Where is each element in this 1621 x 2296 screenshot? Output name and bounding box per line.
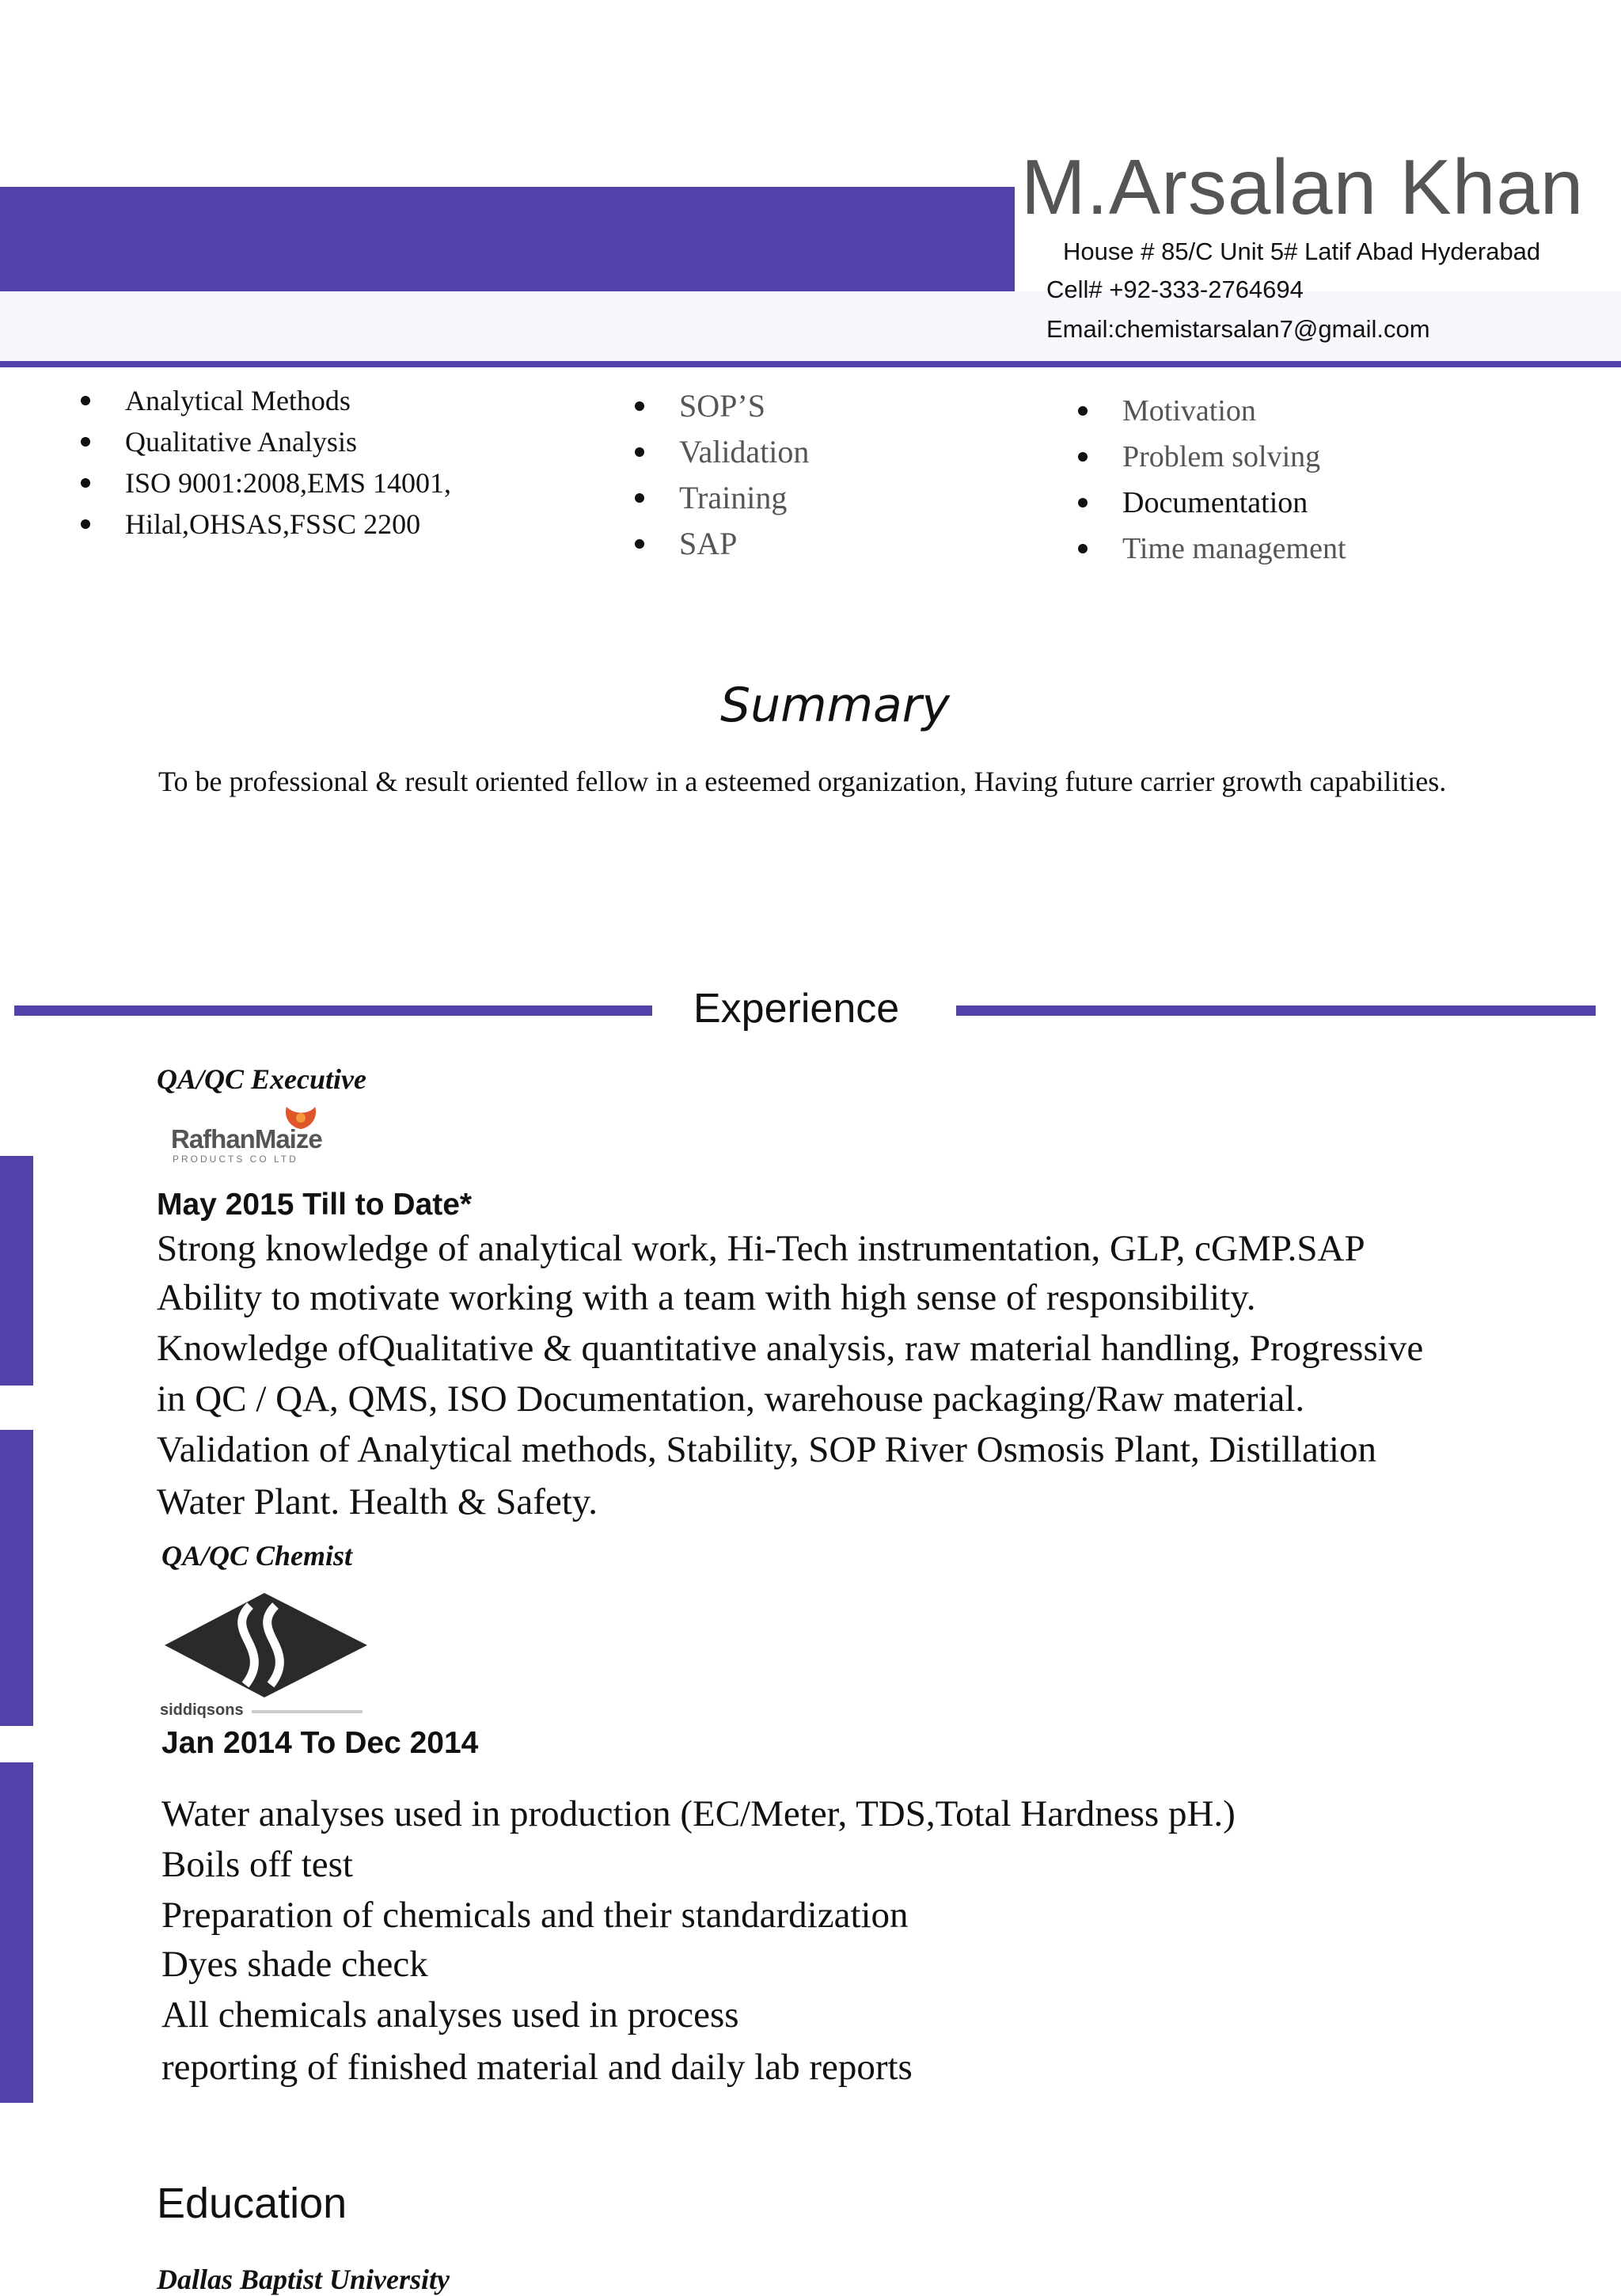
skill-item: Validation	[635, 429, 809, 475]
education-school: Dallas Baptist University	[157, 2264, 450, 2295]
header-accent-bar	[0, 187, 1015, 291]
job-date: Jan 2014 To Dec 2014	[161, 1726, 479, 1760]
skills-column-1	[81, 380, 451, 545]
job-date: May 2015 Till to Date*	[157, 1188, 473, 1222]
skills-column-3	[1078, 388, 1346, 572]
job-description-line: All chemicals analyses used in process	[161, 1994, 739, 2036]
skill-item: Motivation	[1078, 388, 1346, 434]
candidate-name: M.Arsalan Khan	[1021, 143, 1585, 230]
job-description-line: Strong knowledge of analytical work, Hi-Tech instrumentation, GLP, cGMP.SAP	[157, 1228, 1365, 1269]
job-description-line: Ability to motivate working with a team with high sense of responsibility.	[157, 1277, 1256, 1318]
logo-text: RafhanMaize	[171, 1124, 322, 1154]
side-accent-bar	[0, 1762, 33, 2103]
skill-item: Problem solving	[1078, 434, 1346, 480]
skill-item: Hilal,OHSAS,FSSC 2200	[81, 504, 451, 545]
job-description-line: Boils off test	[161, 1844, 353, 1885]
job-description-line: Knowledge ofQualitative & quantitative analysis, raw material handling, Progressive	[157, 1328, 1424, 1369]
job-description-line: Validation of Analytical methods, Stability, SOP River Osmosis Plant, Distillation	[157, 1429, 1376, 1470]
phone: Cell# +92-333-2764694	[1046, 276, 1304, 303]
address: House # 85/C Unit 5# Latif Abad Hyderabad	[1063, 238, 1541, 265]
job-description-line: Preparation of chemicals and their standardization	[161, 1895, 909, 1936]
email: Email:chemistarsalan7@gmail.com	[1046, 315, 1430, 343]
job-title: QA/QC Chemist	[161, 1540, 353, 1572]
job-description-line: in QC / QA, QMS, ISO Documentation, warehouse packaging/Raw material.	[157, 1378, 1305, 1420]
skills-column-2	[635, 383, 809, 567]
experience-divider-left	[14, 1005, 652, 1016]
siddiqsons-logo	[157, 1591, 374, 1721]
logo-subtext: PRODUCTS CO LTD	[173, 1154, 298, 1165]
job-title: QA/QC Executive	[157, 1063, 366, 1095]
skill-item: SOP’S	[635, 383, 809, 429]
experience-title: Experience	[693, 986, 900, 1032]
summary-text: To be professional & result oriented fellow in a esteemed organization, Having future carrier growth capabilities.	[158, 766, 1447, 797]
skill-item: Time management	[1078, 526, 1346, 572]
education-title: Education	[157, 2180, 347, 2227]
side-accent-bar	[0, 1430, 33, 1726]
summary-title: Summary	[720, 678, 950, 733]
skill-item: Training	[635, 475, 809, 521]
logo-text: siddiqsons	[160, 1701, 244, 1719]
side-accent-bar	[0, 1156, 33, 1386]
job-description-line: reporting of finished material and daily lab reports	[161, 2047, 913, 2088]
header-divider	[0, 361, 1621, 367]
job-description-line: Water analyses used in production (EC/Meter, TDS,Total Hardness pH.)	[161, 1793, 1236, 1834]
skill-item: SAP	[635, 521, 809, 567]
skill-item: Qualitative Analysis	[81, 421, 451, 462]
rafhan-maize-logo	[168, 1104, 336, 1167]
experience-divider-right	[956, 1005, 1596, 1016]
job-description-line: Water Plant. Health & Safety.	[157, 1481, 598, 1522]
job-description-line: Dyes shade check	[161, 1944, 428, 1985]
skill-item: Documentation	[1078, 480, 1346, 526]
skill-item: ISO 9001:2008,EMS 14001,	[81, 462, 451, 504]
skill-item: Analytical Methods	[81, 380, 451, 421]
